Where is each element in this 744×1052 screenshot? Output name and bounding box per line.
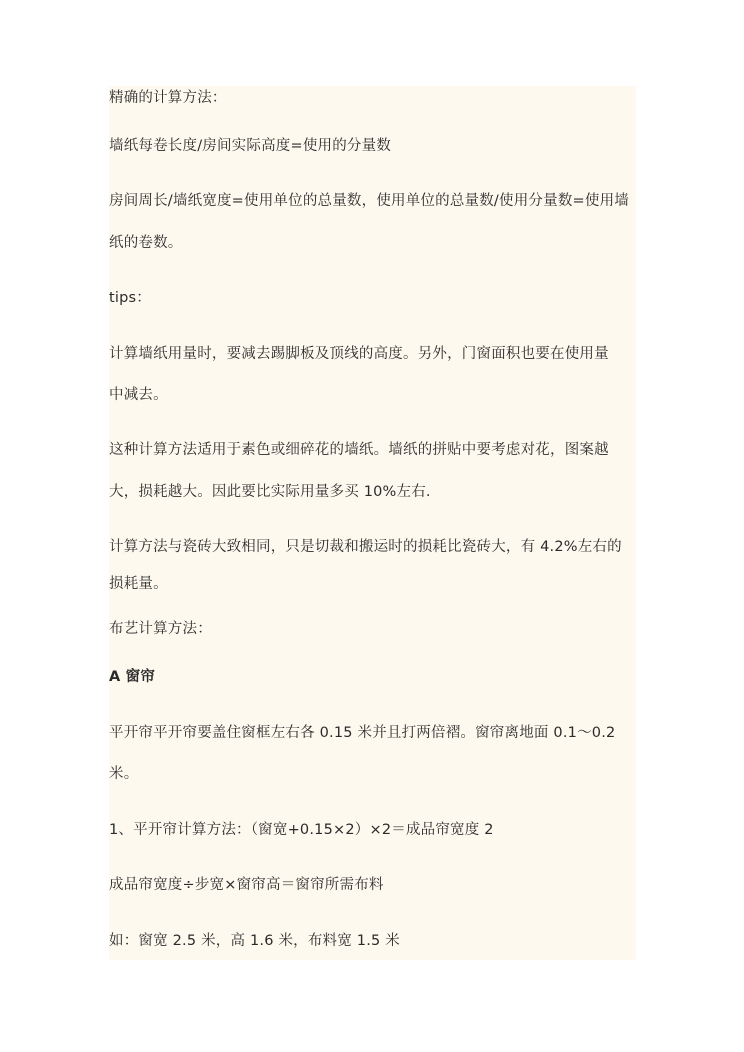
text-line-formula-1: 墙纸每卷长度/房间实际高度=使用的分量数 xyxy=(109,138,392,154)
text-line-curtain-1b: 米。 xyxy=(109,766,139,782)
text-line-formula-2b: 纸的卷数。 xyxy=(109,235,183,251)
text-line-tip-3b: 损耗量。 xyxy=(109,576,168,592)
text-line-formula-2a: 房间周长/墙纸宽度=使用单位的总量数，使用单位的总量数/使用分量数=使用墙 xyxy=(109,193,629,209)
text-line-tip-2b: 大，损耗越大。因此要比实际用量多买 10%左右. xyxy=(109,484,431,500)
text-line-curtain-formula: 1、平开帘计算方法：（窗宽+0.15×2）×2＝成品帘宽度 2 xyxy=(109,822,494,838)
text-line-tip-1b: 中减去。 xyxy=(109,387,168,403)
text-line-tip-2a: 这种计算方法适用于素色或细碎花的墙纸。墙纸的拼贴中要考虑对花，图案越 xyxy=(109,442,609,458)
text-line-tip-1a: 计算墙纸用量时，要减去踢脚板及顶线的高度。另外，门窗面积也要在使用量 xyxy=(109,346,609,362)
text-line-curtain-1a: 平开帘平开帘要盖住窗框左右各 0.15 米并且打两倍褶。窗帘离地面 0.1～0.2 xyxy=(109,725,616,741)
text-line-precise-method: 精确的计算方法： xyxy=(109,90,227,106)
text-line-tips: tips： xyxy=(109,290,151,306)
text-line-tip-3a: 计算方法与瓷砖大致相同，只是切裁和搬运时的损耗比瓷砖大，有 4.2%左右的 xyxy=(109,539,622,555)
text-line-fabric-method: 布艺计算方法： xyxy=(109,621,212,637)
text-line-heading-curtain: A 窗帘 xyxy=(109,669,156,685)
text-line-curtain-example: 如：窗宽 2.5 米，高 1.6 米，布料宽 1.5 米 xyxy=(109,933,400,949)
text-line-curtain-fabric: 成品帘宽度÷步宽×窗帘高＝窗帘所需布料 xyxy=(109,877,384,893)
